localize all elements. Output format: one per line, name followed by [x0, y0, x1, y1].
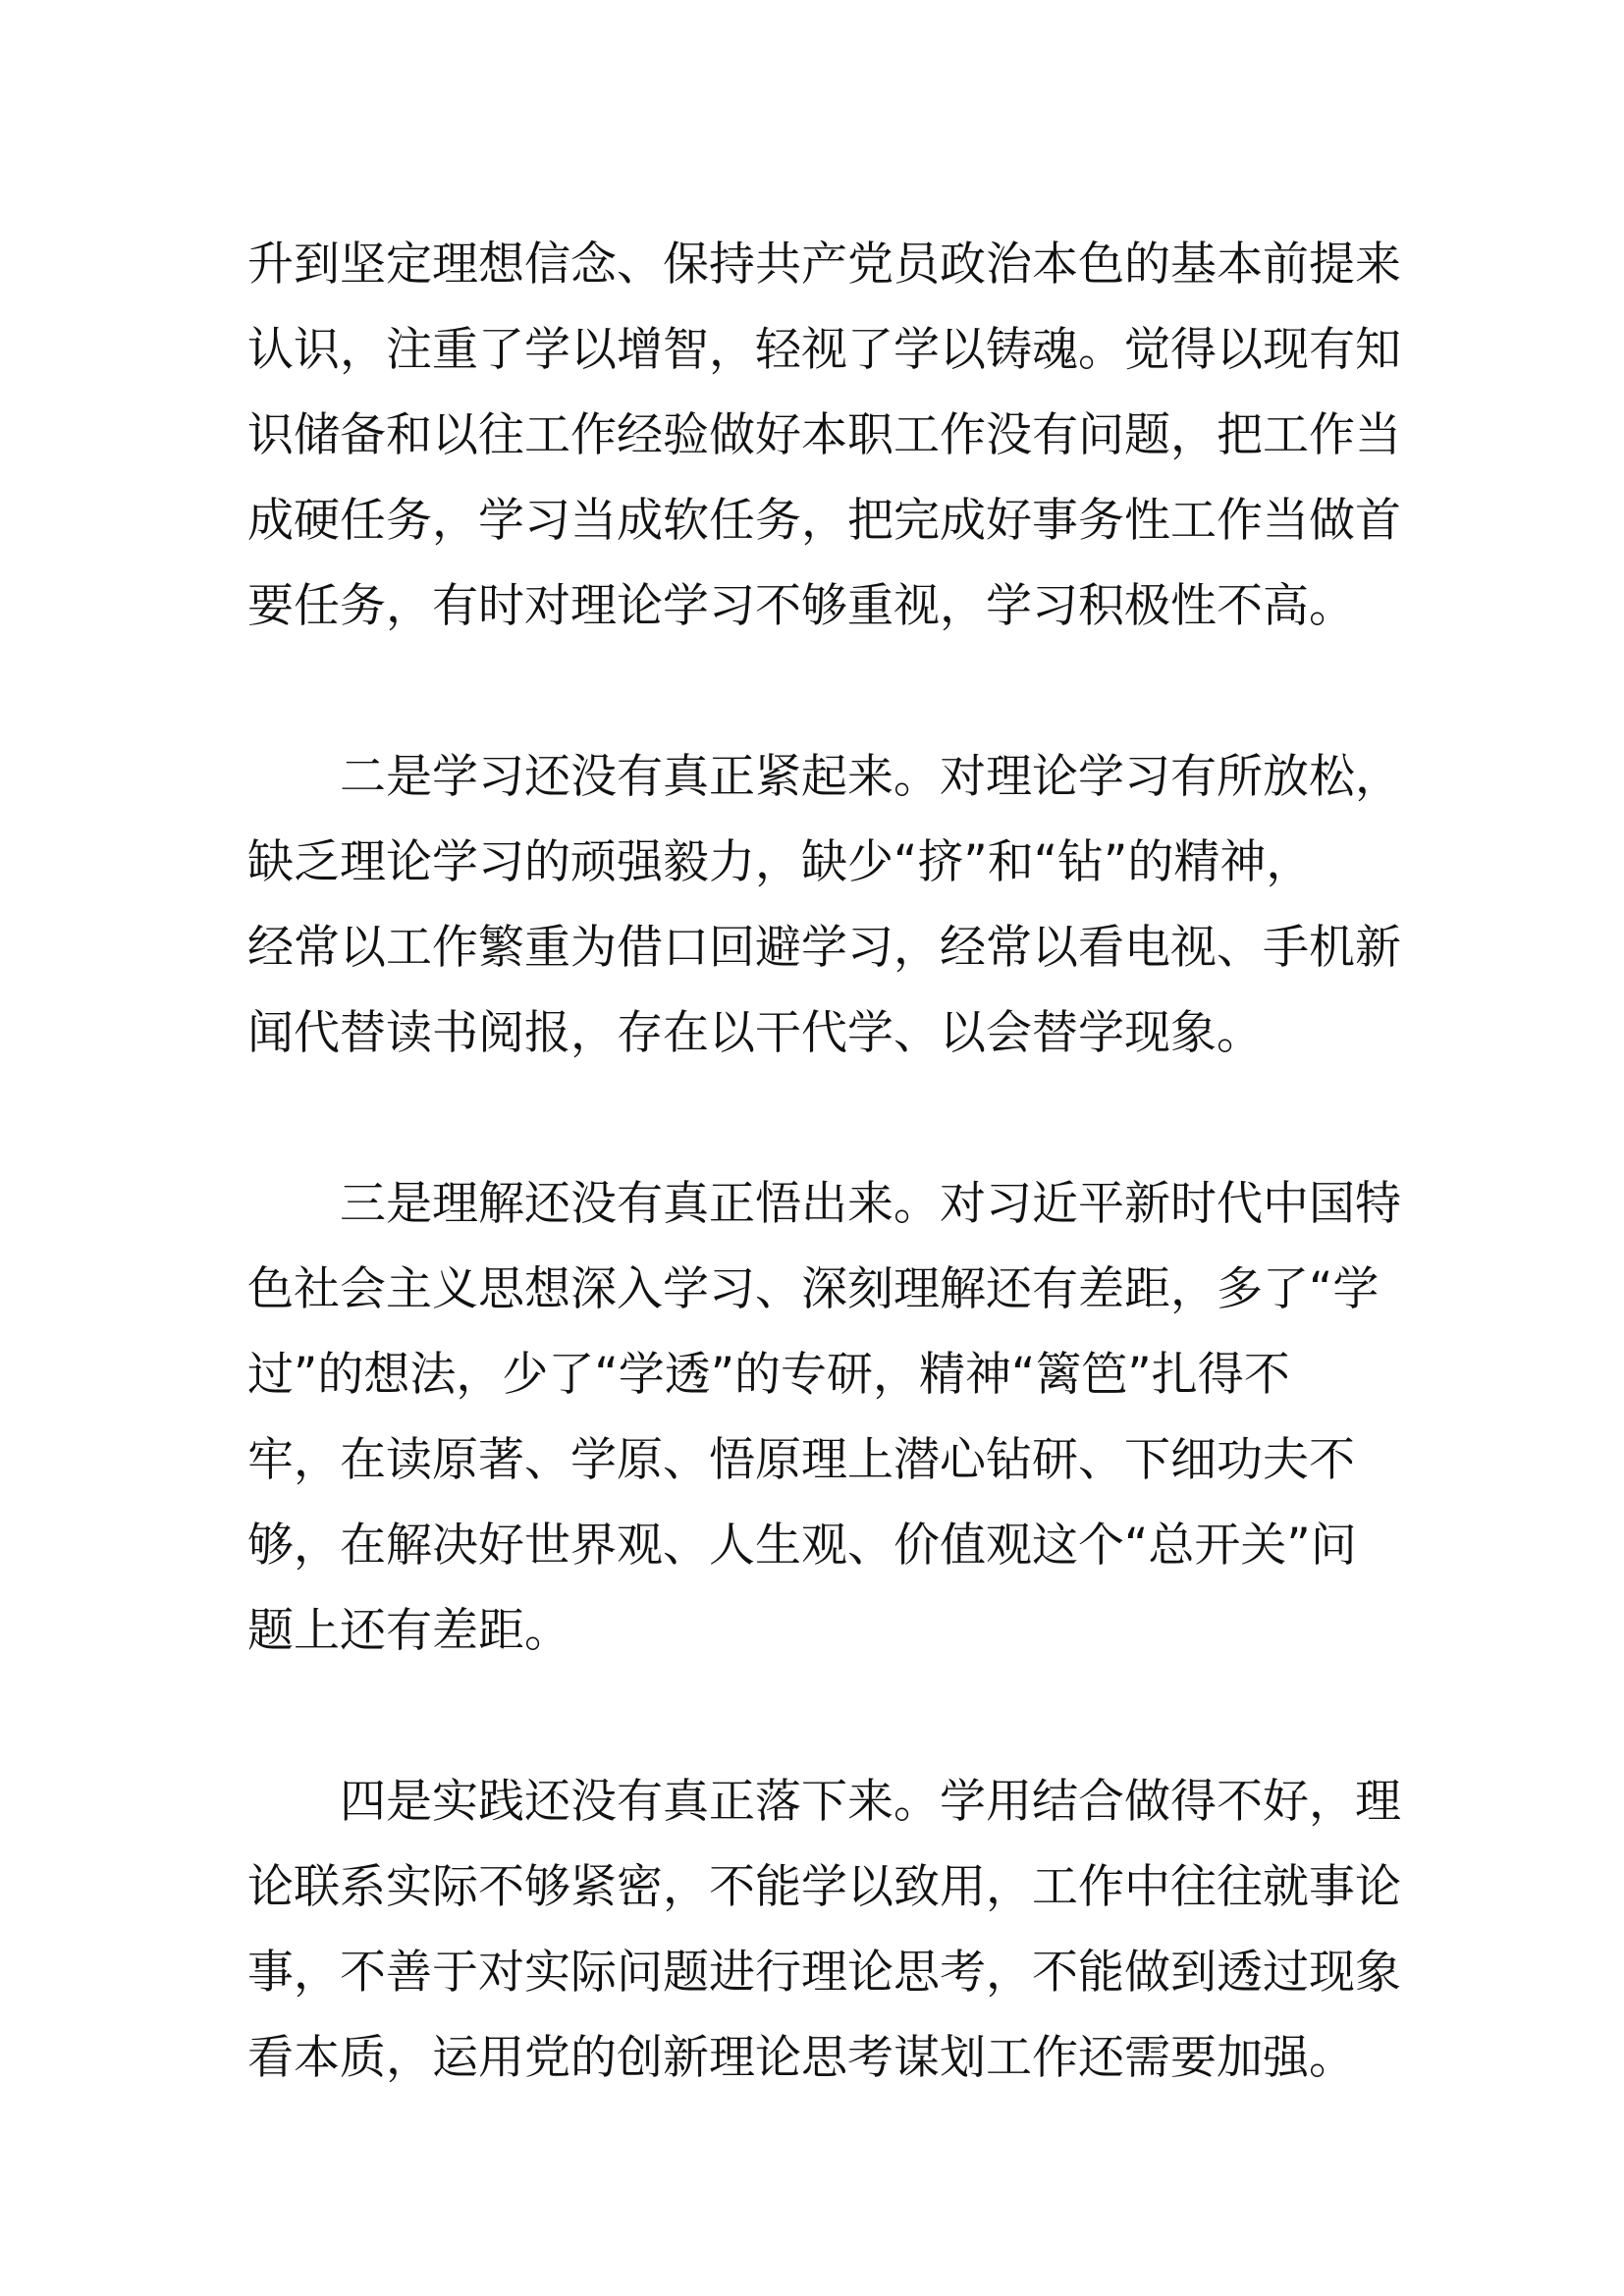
- text-line: 升到坚定理想信念、保持共产党员政治本色的基本前提来: [247, 238, 1401, 292]
- text-line: 色社会主义思想深入学习、深刻理解还有差距，多了“学: [247, 1262, 1380, 1316]
- paragraph-point-three: [247, 1161, 1401, 1674]
- text-line: 题上还有差距。: [247, 1604, 570, 1658]
- paragraph-point-two: [247, 734, 1401, 1076]
- paragraph-gap: [247, 1674, 1351, 1759]
- text-line: 认识，注重了学以增智，轻视了学以铸魂。觉得以现有知: [247, 323, 1401, 377]
- paragraph-continuation: [247, 222, 1401, 649]
- text-line: 二是学习还没有真正紧起来。对理论学习有所放松，: [340, 750, 1401, 804]
- text-line: 看本质，运用党的创新理论思考谋划工作还需要加强。: [247, 2031, 1355, 2085]
- text-line: 论联系实际不够紧密，不能学以致用，工作中往往就事论: [247, 1860, 1401, 1914]
- paragraph-gap: [247, 1076, 1351, 1161]
- text-line: 四是实践还没有真正落下来。学用结合做得不好，理: [340, 1775, 1401, 1829]
- text-line: 三是理解还没有真正悟出来。对习近平新时代中国特: [340, 1177, 1401, 1231]
- text-line: 缺乏理论学习的顽强毅力，缺少“挤”和“钻”的精神，: [247, 835, 1313, 889]
- text-line: 够，在解决好世界观、人生观、价值观这个“总开关”问: [247, 1519, 1357, 1573]
- text-line: 经常以工作繁重为借口回避学习，经常以看电视、手机新: [247, 921, 1401, 975]
- document-body: [247, 222, 1401, 2101]
- paragraph-point-four: [247, 1759, 1401, 2101]
- text-line: 成硬任务，学习当成软任务，把完成好事务性工作当做首: [247, 494, 1401, 548]
- text-line: 要任务，有时对理论学习不够重视，学习积极性不高。: [247, 579, 1355, 633]
- text-line: 识储备和以往工作经验做好本职工作没有问题，把工作当: [247, 408, 1401, 462]
- text-line: 过”的想法，少了“学透”的专研，精神“篱笆”扎得不: [247, 1348, 1290, 1402]
- paragraph-gap: [247, 649, 1351, 734]
- text-line: 事，不善于对实际问题进行理论思考，不能做到透过现象: [247, 1946, 1401, 2000]
- text-line: 闻代替读书阅报，存在以干代学、以会替学现象。: [247, 1006, 1263, 1060]
- text-line: 牢，在读原著、学原、悟原理上潜心钻研、下细功夫不: [247, 1433, 1355, 1487]
